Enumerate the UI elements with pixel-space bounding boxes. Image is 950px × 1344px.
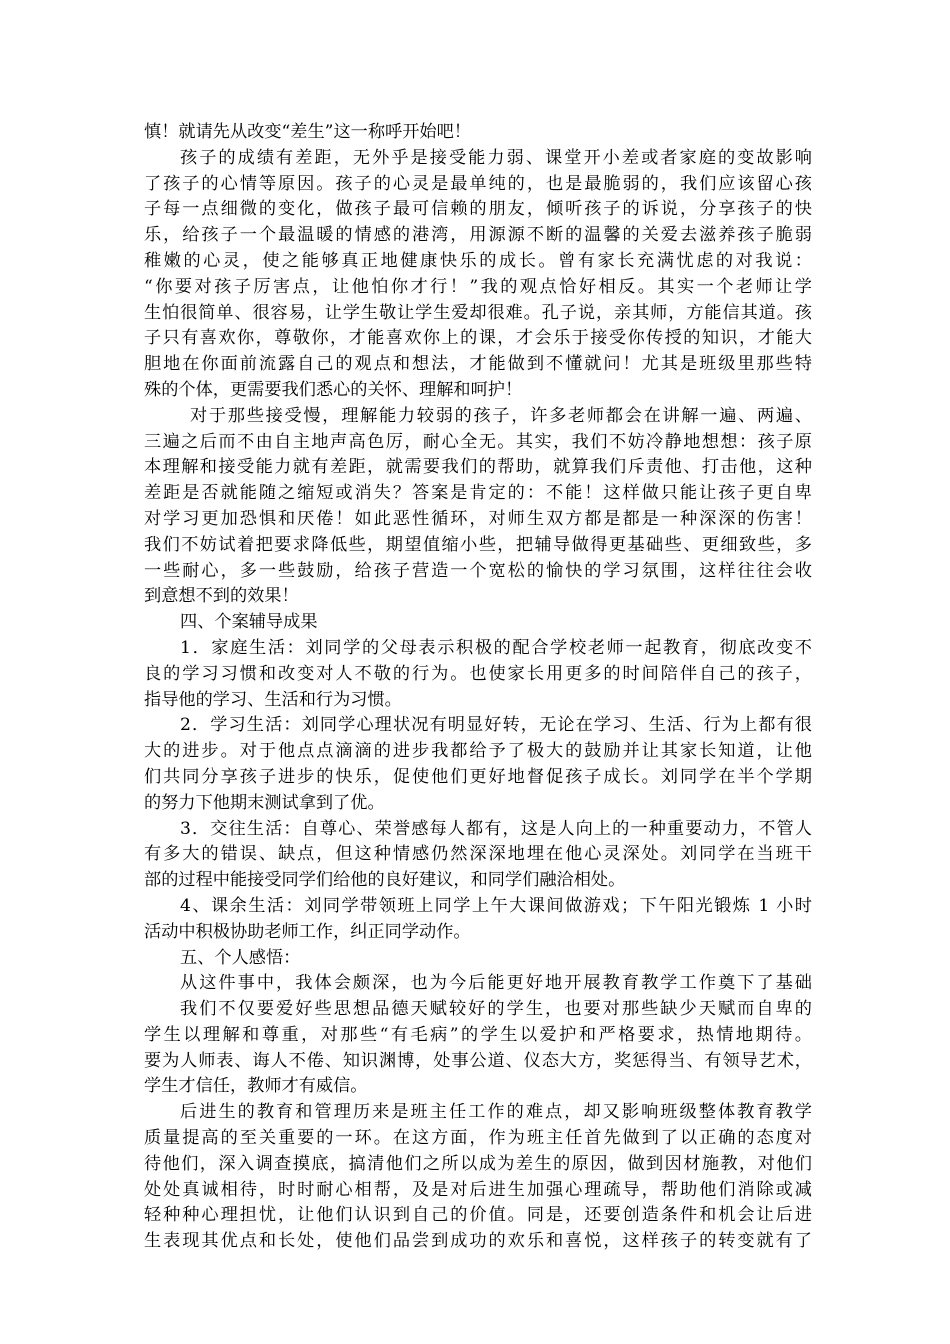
text-line: 胆地在你面前流露自己的观点和想法，才能做到不懂就问！尤其是班级里那些特 — [144, 354, 812, 375]
text-line: 指导他的学习、生活和行为习惯。 — [144, 689, 402, 710]
text-line: 对于那些接受慢，理解能力较弱的孩子，许多老师都会在讲解一遍、两遍、 — [190, 405, 812, 426]
text-line: 生表现其优点和长处，使他们品尝到成功的欢乐和喜悦，这样孩子的转变就有了 — [144, 1231, 812, 1252]
text-line: 了孩子的心情等原因。孩子的心灵是最单纯的，也是最脆弱的，我们应该留心孩 — [144, 173, 812, 194]
text-line: 子每一点细微的变化，做孩子最可信赖的朋友，倾听孩子的诉说，分享孩子的快 — [144, 199, 812, 220]
text-line: 们共同分享孩子进步的快乐，促使他们更好地督促孩子成长。刘同学在半个学期 — [144, 766, 812, 787]
text-line: 轻种种心理担忧，让他们认识到自己的价值。同是，还要创造条件和机会让后进 — [144, 1205, 812, 1226]
text-line: 待他们，深入调查摸底，搞清他们之所以成为差生的原因，做到因材施教，对他们 — [144, 1153, 812, 1174]
text-line: 从这件事中，我体会颇深，也为今后能更好地开展教育教学工作奠下了基础 — [180, 973, 812, 994]
text-line: 四、个案辅导成果 — [180, 612, 318, 633]
text-line: 4、课余生活：刘同学带领班上同学上午大课间做游戏；下午阳光锻炼 1 小时 — [180, 895, 812, 916]
text-line: 乐，给孩子一个最温暖的情感的港湾，用源源不断的温馨的关爱去滋养孩子脆弱 — [144, 225, 812, 246]
text-line: 一些耐心，多一些鼓励，给孩子营造一个宽松的愉快的学习氛围，这样往往会收 — [144, 560, 812, 581]
text-line: 对学习更加恐惧和厌倦！如此恶性循环，对师生双方都是都是一种深深的伤害！ — [144, 508, 812, 529]
text-line: 学生才信任，教师才有威信。 — [144, 1076, 368, 1097]
text-line: 五、个人感悟： — [180, 947, 301, 968]
text-line: 3．交往生活：自尊心、荣誉感每人都有，这是人向上的一种重要动力，不管人 — [180, 818, 812, 839]
text-line: 稚嫩的心灵，使之能够真正地健康快乐的成长。曾有家长充满忧虑的对我说： — [144, 250, 812, 271]
text-line: 学生以理解和尊重，对那些“有毛病”的学生以爱护和严格要求，热情地期待。 — [144, 1024, 812, 1045]
text-line: 我们不仅要爱好些思想品德天赋较好的学生，也要对那些缺少天赋而自卑的 — [180, 999, 812, 1020]
text-line: 到意想不到的效果！ — [144, 586, 299, 607]
text-line: 有多大的错误、缺点，但这种情感仍然深深地埋在他心灵深处。刘同学在当班干 — [144, 844, 812, 865]
document-page — [144, 120, 812, 1255]
text-line: 活动中积极协助老师工作，纠正同学动作。 — [144, 921, 471, 942]
text-line: “你要对孩子厉害点，让他怕你才行！”我的观点恰好相反。其实一个老师让学 — [144, 276, 812, 297]
text-line: 我们不妨试着把要求降低些，期望值缩小些，把辅导做得更基础些、更细致些，多 — [144, 534, 812, 555]
text-line: 要为人师表、诲人不倦、知识渊博，处事公道、仪态大方，奖惩得当、有领导艺术， — [144, 1050, 812, 1071]
text-line: 处处真诚相待，时时耐心相帮，及是对后进生加强心理疏导，帮助他们消除或减 — [144, 1179, 812, 1200]
text-line: 良的学习习惯和改变对人不敬的行为。也使家长用更多的时间陪伴自己的孩子， — [144, 663, 812, 684]
text-line: 孩子的成绩有差距，无外乎是接受能力弱、课堂开小差或者家庭的变故影响 — [180, 147, 812, 168]
text-line: 生怕很简单、很容易，让学生敬让学生爱却很难。孔子说，亲其师，方能信其道。孩 — [144, 302, 812, 323]
text-line: 慎！就请先从改变“差生”这一称呼开始吧！ — [144, 122, 471, 142]
text-line: 的努力下他期末测试拿到了优。 — [144, 792, 385, 813]
text-line: 本理解和接受能力就有差距，就需要我们的帮助，就算我们斥责他、打击他，这种 — [144, 457, 812, 478]
text-line: 2．学习生活：刘同学心理状况有明显好转，无论在学习、生活、行为上都有很 — [180, 715, 812, 736]
text-line: 殊的个体，更需要我们悉心的关怀、理解和呵护！ — [144, 379, 523, 400]
text-line: 差距是否就能随之缩短或消失？答案是肯定的：不能！这样做只能让孩子更自卑 — [144, 483, 812, 504]
text-line: 1．家庭生活：刘同学的父母表示积极的配合学校老师一起教育，彻底改变不 — [180, 637, 812, 658]
text-line: 后进生的教育和管理历来是班主任工作的难点，却又影响班级整体教育教学 — [180, 1102, 812, 1123]
text-line: 三遍之后而不由自主地声高色厉，耐心全无。其实，我们不妨冷静地想想：孩子原 — [144, 431, 812, 452]
text-line: 子只有喜欢你，尊敬你，才能喜欢你上的课，才会乐于接受你传授的知识，才能大 — [144, 328, 812, 349]
text-line: 部的过程中能接受同学们给他的良好建议，和同学们融洽相处。 — [144, 870, 626, 891]
text-line: 质量提高的至关重要的一环。在这方面，作为班主任首先做到了以正确的态度对 — [144, 1128, 812, 1149]
text-line: 大的进步。对于他点点滴滴的进步我都给予了极大的鼓励并让其家长知道，让他 — [144, 741, 812, 762]
